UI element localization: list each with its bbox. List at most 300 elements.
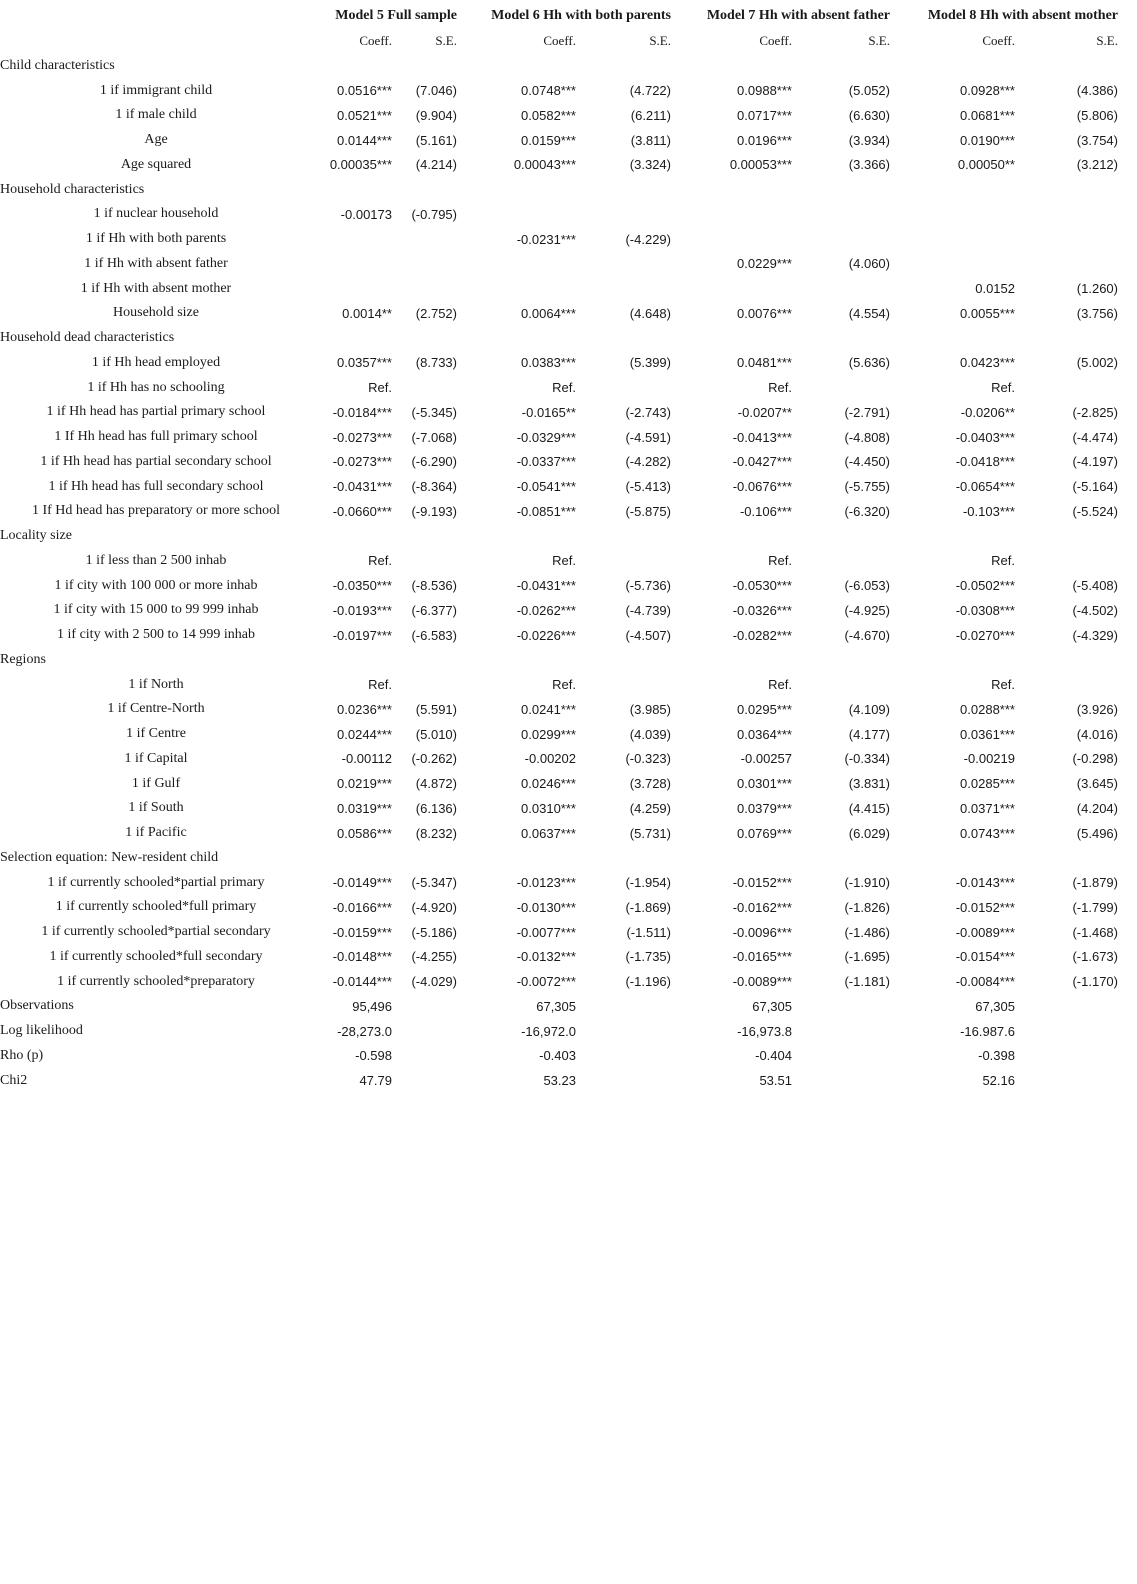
coefficient-cell: -0.0165** (521, 404, 576, 420)
coefficient-cell: -0.0431*** (516, 578, 576, 594)
variable-label: 1 if currently schooled*partial primary (47, 874, 265, 890)
coefficient-cell: -0.103*** (962, 503, 1015, 519)
coefficient-cell: Ref. (552, 677, 576, 693)
section-title: Regions (0, 651, 46, 667)
statistic-row (0, 1068, 1118, 1093)
coefficient-cell: 0.0236*** (337, 701, 392, 717)
statistic-label: Rho (p) (0, 1047, 44, 1063)
variable-row (0, 747, 1118, 772)
variable-label: 1 if Capital (124, 750, 188, 766)
variable-label: 1 if Hh with absent mother (80, 280, 232, 296)
variable-label: 1 if Centre-North (107, 701, 205, 717)
coefficient-cell: -0.0337*** (516, 454, 576, 470)
coefficient-cell: 67,305 (752, 998, 792, 1014)
coefficient-cell: -0.0096*** (732, 924, 792, 940)
coefficient-cell: -0.0072*** (516, 974, 576, 990)
section-header-row (0, 177, 1118, 202)
standard-error-cell: (-1.879) (1072, 875, 1118, 891)
coefficient-cell: 0.0196*** (737, 132, 792, 148)
variable-row (0, 227, 1118, 252)
coefficient-cell: 0.0928*** (960, 83, 1015, 99)
standard-error-cell (576, 994, 671, 1019)
standard-error-cell: (-1.869) (625, 899, 671, 915)
coefficient-cell: -0.0132*** (516, 949, 576, 965)
coefficient-cell: Ref. (768, 380, 792, 396)
coefficient-cell: 0.0586*** (337, 825, 392, 841)
coefficient-cell: -0.0165*** (732, 949, 792, 965)
variable-label: 1 if city with 2 500 to 14 999 inhab (57, 627, 255, 643)
variable-label: Age squared (120, 156, 192, 172)
variable-row (0, 375, 1118, 400)
coefficient-cell: 0.0371*** (960, 800, 1015, 816)
section-header-row (0, 326, 1118, 351)
standard-error-cell (792, 375, 890, 400)
variable-row (0, 301, 1118, 326)
standard-error-cell: (-4.507) (625, 627, 671, 643)
coefficient-cell: -0.0660*** (332, 503, 392, 519)
variable-row (0, 895, 1118, 920)
coefficient-cell (457, 202, 576, 227)
coefficient-cell: -0.403 (539, 1048, 576, 1064)
variable-label: 1 If Hd head has preparatory or more school (31, 503, 281, 519)
coefficient-cell (312, 252, 392, 277)
standard-error-cell: (-5.736) (625, 578, 671, 594)
coefficient-cell (457, 276, 576, 301)
coefficient-cell: 0.0988*** (737, 83, 792, 99)
standard-error-cell (1015, 202, 1118, 227)
standard-error-cell: (-4.920) (411, 899, 457, 915)
variable-row (0, 276, 1118, 301)
standard-error-cell: (-8.364) (411, 479, 457, 495)
coefficient-cell: Ref. (368, 553, 392, 569)
standard-error-cell: (-5.413) (625, 479, 671, 495)
coefficient-cell: -0.0530*** (732, 578, 792, 594)
coefficient-cell: -0.0089*** (955, 924, 1015, 940)
coefficient-cell: 0.0743*** (960, 825, 1015, 841)
model-8-coef-label: Coeff. (982, 33, 1015, 49)
standard-error-cell: (3.645) (1076, 776, 1118, 792)
variable-label: 1 if less than 2 500 inhab (85, 552, 227, 568)
coefficient-cell (890, 252, 1015, 277)
coefficient-cell: -0.0502*** (955, 578, 1015, 594)
standard-error-cell: (8.232) (415, 825, 457, 841)
model-7-coef-label: Coeff. (759, 33, 792, 49)
coefficient-cell: 0.00035*** (329, 157, 392, 173)
standard-error-cell (792, 549, 890, 574)
standard-error-cell: (-0.334) (844, 751, 890, 767)
coefficient-cell: 0.0229*** (737, 256, 792, 272)
standard-error-cell (1015, 1019, 1118, 1044)
standard-error-cell: (-0.262) (411, 751, 457, 767)
coefficient-cell: -0.0149*** (332, 875, 392, 891)
variable-row (0, 722, 1118, 747)
variable-label: 1 if Centre (126, 726, 186, 742)
variable-label: 1 if currently schooled*preparatory (57, 973, 255, 989)
variable-label: 1 if South (128, 800, 184, 816)
standard-error-cell: (-0.795) (411, 206, 457, 222)
standard-error-cell: (5.496) (1076, 825, 1118, 841)
standard-error-cell: (-1.196) (625, 974, 671, 990)
standard-error-cell: (-4.329) (1072, 627, 1118, 643)
standard-error-cell (576, 1044, 671, 1069)
regression-table (0, 4, 1118, 1093)
standard-error-cell: (4.259) (629, 800, 671, 816)
coefficient-cell: -0.0159*** (332, 924, 392, 940)
standard-error-cell: (-4.739) (625, 602, 671, 618)
coefficient-cell: -16,972.0 (521, 1023, 576, 1039)
coefficient-cell: -0.0418*** (955, 454, 1015, 470)
standard-error-cell: (2.752) (415, 305, 457, 321)
coefficient-cell: 0.0288*** (960, 701, 1015, 717)
standard-error-cell (792, 1019, 890, 1044)
standard-error-cell: (-2.743) (625, 404, 671, 420)
variable-row (0, 870, 1118, 895)
statistic-row (0, 1044, 1118, 1069)
coefficient-cell: 52.16 (982, 1073, 1015, 1089)
coefficient-cell: 0.0516*** (337, 83, 392, 99)
standard-error-cell (576, 1068, 671, 1093)
coefficient-cell: 0.0357*** (337, 355, 392, 371)
standard-error-cell (392, 549, 457, 574)
standard-error-cell: (-1.695) (844, 949, 890, 965)
variable-row (0, 103, 1118, 128)
coefficient-cell: -0.00257 (740, 751, 792, 767)
standard-error-cell (1015, 227, 1118, 252)
standard-error-cell: (-5.875) (625, 503, 671, 519)
variable-label: Household size (113, 305, 199, 321)
coefficient-cell: -0.0231*** (516, 231, 576, 247)
coefficient-cell: -0.0154*** (955, 949, 1015, 965)
standard-error-cell: (-6.290) (411, 454, 457, 470)
coefficient-cell: 0.0159*** (521, 132, 576, 148)
coefficient-cell: 0.0637*** (521, 825, 576, 841)
coefficient-cell: -0.0206** (960, 404, 1015, 420)
standard-error-cell: (-6.377) (411, 602, 457, 618)
standard-error-cell: (-0.323) (625, 751, 671, 767)
standard-error-cell: (4.109) (848, 701, 890, 717)
coefficient-cell: -0.106*** (739, 503, 792, 519)
variable-row (0, 202, 1118, 227)
coefficient-cell: 67,305 (536, 998, 576, 1014)
standard-error-cell (1015, 375, 1118, 400)
coefficient-cell: -0.0282*** (732, 627, 792, 643)
standard-error-cell: (4.554) (848, 305, 890, 321)
variable-label: 1 if city with 100 000 or more inhab (54, 577, 258, 593)
standard-error-cell: (-1.910) (844, 875, 890, 891)
variable-label: 1 if Gulf (131, 775, 181, 791)
coefficient-cell: 0.0769*** (737, 825, 792, 841)
standard-error-cell: (3.324) (629, 157, 671, 173)
section-header-row (0, 54, 1118, 79)
statistic-label: Log likelihood (0, 1023, 83, 1039)
coefficient-cell: 0.00043*** (513, 157, 576, 173)
standard-error-cell (392, 1019, 457, 1044)
standard-error-cell: (-2.791) (844, 404, 890, 420)
standard-error-cell: (5.731) (629, 825, 671, 841)
coefficient-cell: 0.0055*** (960, 305, 1015, 321)
standard-error-cell (792, 672, 890, 697)
standard-error-cell: (3.366) (848, 157, 890, 173)
standard-error-cell: (-1.735) (625, 949, 671, 965)
variable-label: 1 if Hh with absent father (84, 255, 228, 271)
variable-label: 1 if Hh has no schooling (87, 379, 225, 395)
standard-error-cell: (5.010) (415, 726, 457, 742)
variable-label: 1 if Hh with both parents (85, 231, 227, 247)
standard-error-cell: (3.754) (1076, 132, 1118, 148)
standard-error-cell: (3.934) (848, 132, 890, 148)
standard-error-cell (576, 252, 671, 277)
model-8-se-label: S.E. (1096, 33, 1118, 49)
standard-error-cell: (-5.524) (1072, 503, 1118, 519)
variable-label: 1 If Hh head has full primary school (54, 429, 258, 445)
variable-label: 1 if North (128, 676, 184, 692)
variable-label: 1 if city with 15 000 to 99 999 inhab (53, 602, 259, 618)
standard-error-cell: (-5.345) (411, 404, 457, 420)
section-header-row (0, 648, 1118, 673)
model-6-coef-label: Coeff. (543, 33, 576, 49)
standard-error-cell: (4.039) (629, 726, 671, 742)
standard-error-cell: (6.211) (630, 107, 671, 123)
variable-row (0, 450, 1118, 475)
standard-error-cell: (-4.474) (1072, 429, 1118, 445)
coefficient-cell: 0.0241*** (521, 701, 576, 717)
standard-error-cell (1015, 1068, 1118, 1093)
coefficient-cell: -0.0350*** (332, 578, 392, 594)
standard-error-cell (1015, 1044, 1118, 1069)
coefficient-cell: -0.0326*** (732, 602, 792, 618)
standard-error-cell (792, 1068, 890, 1093)
coefficient-cell: 0.0361*** (960, 726, 1015, 742)
coefficient-cell: -0.404 (755, 1048, 792, 1064)
coefficient-cell: 0.0717*** (737, 107, 792, 123)
standard-error-cell: (5.002) (1076, 355, 1118, 371)
model-5-se-label: S.E. (435, 33, 457, 49)
coefficient-cell: -0.0152*** (732, 875, 792, 891)
coefficient-cell: -0.00202 (524, 751, 576, 767)
section-header-row (0, 524, 1118, 549)
standard-error-cell: (5.591) (415, 701, 457, 717)
coefficient-cell: -0.0123*** (516, 875, 576, 891)
coefficient-cell: 0.0285*** (960, 776, 1015, 792)
standard-error-cell: (8.733) (415, 355, 457, 371)
standard-error-cell: (-5.186) (411, 924, 457, 940)
section-title: Locality size (0, 528, 72, 544)
standard-error-cell: (-9.193) (411, 503, 457, 519)
model-5-title: Model 5 Full sample (335, 8, 457, 24)
standard-error-cell: (-1.673) (1072, 949, 1118, 965)
coefficient-cell: -0.398 (978, 1048, 1015, 1064)
coefficient-cell: 0.0219*** (337, 776, 392, 792)
standard-error-cell (392, 1068, 457, 1093)
coefficient-cell: -0.00112 (341, 751, 392, 767)
coefficient-cell (457, 252, 576, 277)
coefficient-cell: -0.0413*** (732, 429, 792, 445)
variable-row (0, 672, 1118, 697)
variable-label: 1 if Hh head has full secondary school (48, 478, 264, 494)
variable-row (0, 920, 1118, 945)
standard-error-cell: (6.029) (848, 825, 890, 841)
section-title: Household characteristics (0, 181, 145, 197)
standard-error-cell (392, 994, 457, 1019)
standard-error-cell (576, 276, 671, 301)
standard-error-cell: (-1.181) (844, 974, 890, 990)
model-header-row (0, 4, 1118, 29)
coefficient-cell: 0.0319*** (337, 800, 392, 816)
standard-error-cell: (3.926) (1076, 701, 1118, 717)
section-title: Child characteristics (0, 57, 115, 73)
standard-error-cell: (3.212) (1076, 157, 1118, 173)
standard-error-cell (792, 276, 890, 301)
variable-row (0, 351, 1118, 376)
coefficient-cell: 0.00053*** (729, 157, 792, 173)
coefficient-cell: -0.0184*** (332, 404, 392, 420)
standard-error-cell (576, 202, 671, 227)
standard-error-cell: (4.648) (629, 305, 671, 321)
standard-error-cell (792, 994, 890, 1019)
coefficient-cell: 0.0244*** (337, 726, 392, 742)
table-body (0, 54, 1118, 1094)
coefficient-cell (671, 202, 792, 227)
coefficient-cell: Ref. (552, 380, 576, 396)
coefficient-cell: 0.0301*** (737, 776, 792, 792)
coefficient-cell: -0.0676*** (732, 479, 792, 495)
standard-error-cell: (-5.164) (1072, 479, 1118, 495)
variable-row (0, 598, 1118, 623)
coefficient-cell: 47.79 (359, 1073, 392, 1089)
variable-label: 1 if immigrant child (99, 82, 213, 98)
section-title: Household dead characteristics (0, 330, 175, 346)
coefficient-cell: 0.0295*** (737, 701, 792, 717)
coefficient-cell: -0.0270*** (955, 627, 1015, 643)
coefficient-cell: -16.987.6 (960, 1023, 1015, 1039)
coefficient-cell (312, 227, 392, 252)
standard-error-cell: (4.415) (848, 800, 890, 816)
coefficient-cell: -0.0152*** (955, 899, 1015, 915)
standard-error-cell (392, 227, 457, 252)
standard-error-cell: (-0.298) (1072, 751, 1118, 767)
coefficient-cell: 0.0144*** (337, 132, 392, 148)
coefficient-cell: -0.0273*** (332, 429, 392, 445)
section-title: Selection equation: New-resident child (0, 849, 219, 865)
standard-error-cell: (-4.450) (844, 454, 890, 470)
standard-error-cell: (5.806) (1076, 107, 1118, 123)
coefficient-cell: -0.0148*** (332, 949, 392, 965)
standard-error-cell (392, 252, 457, 277)
standard-error-cell: (-7.068) (411, 429, 457, 445)
variable-row (0, 153, 1118, 178)
coefficient-cell: Ref. (768, 677, 792, 693)
standard-error-cell: (-4.502) (1072, 602, 1118, 618)
coefficient-cell: Ref. (991, 380, 1015, 396)
variable-row (0, 821, 1118, 846)
standard-error-cell (392, 1044, 457, 1069)
variable-row (0, 499, 1118, 524)
coefficient-cell: 0.0582*** (521, 107, 576, 123)
coefficient-cell: -0.00219 (963, 751, 1015, 767)
coefficient-cell: Ref. (552, 553, 576, 569)
coefficient-cell (890, 202, 1015, 227)
standard-error-cell: (9.904) (415, 107, 457, 123)
standard-error-cell: (6.630) (848, 107, 890, 123)
coefficient-cell: 0.0310*** (521, 800, 576, 816)
variable-row (0, 78, 1118, 103)
coefficient-cell: -0.0654*** (955, 479, 1015, 495)
coefficient-cell: -0.0329*** (516, 429, 576, 445)
coefficient-cell (890, 227, 1015, 252)
standard-error-cell: (3.811) (630, 132, 671, 148)
standard-error-cell: (-1.468) (1072, 924, 1118, 940)
standard-error-cell: (5.161) (415, 132, 457, 148)
coefficient-cell: Ref. (991, 677, 1015, 693)
standard-error-cell: (4.214) (415, 157, 457, 173)
coefficient-cell: 67,305 (975, 998, 1015, 1014)
standard-error-cell: (-1.799) (1072, 899, 1118, 915)
standard-error-cell: (-8.536) (411, 578, 457, 594)
variable-label: 1 if nuclear household (93, 206, 219, 222)
column-subheader-row (0, 29, 1118, 54)
coefficient-cell: 95,496 (352, 998, 392, 1014)
standard-error-cell: (-4.255) (411, 949, 457, 965)
model-7-se-label: S.E. (868, 33, 890, 49)
variable-label: 1 if Hh head has partial secondary school (40, 453, 272, 469)
coefficient-cell: -0.0431*** (332, 479, 392, 495)
coefficient-cell: -16,973.8 (737, 1023, 792, 1039)
coefficient-cell: 0.0299*** (521, 726, 576, 742)
variable-label: 1 if male child (115, 107, 197, 123)
model-5-coef-label: Coeff. (359, 33, 392, 49)
standard-error-cell (392, 276, 457, 301)
coefficient-cell: -0.0403*** (955, 429, 1015, 445)
coefficient-cell: 0.0246*** (521, 776, 576, 792)
standard-error-cell: (-6.053) (844, 578, 890, 594)
variable-row (0, 425, 1118, 450)
standard-error-cell: (3.728) (629, 776, 671, 792)
variable-row (0, 623, 1118, 648)
subheader-spacer (0, 29, 312, 54)
coefficient-cell: -0.0143*** (955, 875, 1015, 891)
coefficient-cell: -0.0197*** (332, 627, 392, 643)
standard-error-cell: (4.872) (415, 776, 457, 792)
standard-error-cell (392, 375, 457, 400)
coefficient-cell: -0.0077*** (516, 924, 576, 940)
standard-error-cell: (-1.170) (1072, 974, 1118, 990)
coefficient-cell: -0.00173 (340, 206, 392, 222)
model-6-se-label: S.E. (649, 33, 671, 49)
standard-error-cell: (3.831) (848, 776, 890, 792)
statistic-label: Chi2 (0, 1072, 28, 1088)
coefficient-cell: Ref. (368, 677, 392, 693)
standard-error-cell: (-5.755) (844, 479, 890, 495)
variable-row (0, 474, 1118, 499)
standard-error-cell: (4.060) (848, 256, 890, 272)
variable-row (0, 573, 1118, 598)
coefficient-cell: 0.0748*** (521, 83, 576, 99)
standard-error-cell: (-4.197) (1072, 454, 1118, 470)
standard-error-cell: (3.985) (629, 701, 671, 717)
coefficient-cell: Ref. (368, 380, 392, 396)
coefficient-cell: -0.598 (355, 1048, 392, 1064)
standard-error-cell (576, 672, 671, 697)
standard-error-cell: (-4.029) (411, 974, 457, 990)
variable-label: 1 if currently schooled*full primary (55, 899, 257, 915)
standard-error-cell: (-4.229) (625, 231, 671, 247)
header-spacer (0, 4, 312, 29)
coefficient-cell: 0.0481*** (737, 355, 792, 371)
standard-error-cell: (-5.347) (411, 875, 457, 891)
standard-error-cell: (-1.511) (626, 924, 671, 940)
coefficient-cell: -0.0130*** (516, 899, 576, 915)
standard-error-cell (792, 1044, 890, 1069)
